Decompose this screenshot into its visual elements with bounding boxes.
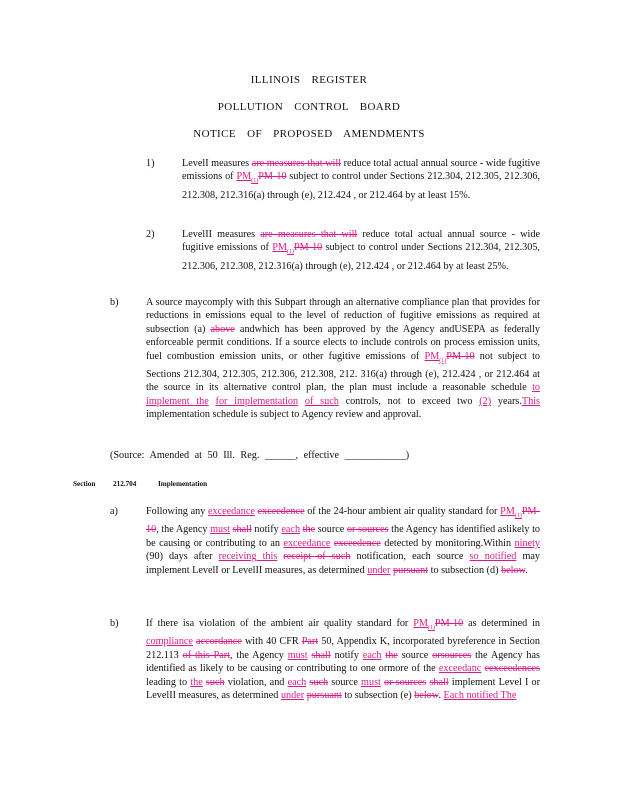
footnote-marker: (1) bbox=[427, 625, 435, 632]
inserted-text: for implementation bbox=[215, 395, 299, 407]
text-segment: source bbox=[397, 649, 433, 661]
text-segment: of the 24-hour ambient air quality standard for bbox=[304, 506, 501, 517]
struck-text: the bbox=[302, 524, 316, 536]
struck-text: PM-10 bbox=[434, 618, 464, 629]
text-segment: (90) days after bbox=[146, 551, 219, 563]
struck-text: shall bbox=[429, 676, 449, 688]
text-segment: to subsection (d) bbox=[428, 564, 502, 576]
text-segment: subject to control under Sections 212.304, 212.305, 212.306, 212.308, 212.316(a) through (e), 212.424 , or 212.464 by at least 25%. bbox=[182, 242, 540, 272]
notice-title: NOTICE OF PROPOSED AMENDMENTS bbox=[193, 128, 425, 140]
subsection-b-label: b) bbox=[110, 297, 119, 308]
para-a-label: a) bbox=[110, 506, 118, 517]
inserted-text: must bbox=[287, 649, 308, 661]
text-segment: detected by monitoring.Within bbox=[380, 537, 515, 549]
text-segment: . bbox=[525, 564, 528, 576]
inserted-text: PM bbox=[500, 506, 515, 517]
text-segment bbox=[298, 396, 305, 407]
struck-text: exceedence bbox=[333, 537, 381, 549]
text-segment: LevelII measures bbox=[182, 229, 261, 240]
struck-text: receipt of such bbox=[283, 551, 351, 563]
inserted-text: under bbox=[280, 690, 305, 702]
inserted-text: to implement the bbox=[146, 382, 540, 407]
inserted-text: PM bbox=[236, 171, 252, 183]
inserted-text: so notified bbox=[469, 551, 517, 563]
text-segment: LevelI measures bbox=[182, 158, 252, 169]
source-note: (Source: Amended at 50 Ill. Reg. ______, effective ____________) bbox=[110, 450, 410, 461]
text-segment: may implement LevelI or LevelII measures, as determined bbox=[146, 551, 541, 576]
inserted-text: Each notified The bbox=[443, 690, 517, 702]
struck-text: orsources bbox=[432, 649, 472, 661]
struck-text: PM-10 bbox=[293, 242, 323, 254]
text-segment: implement Level I or LevelII measures, as determined bbox=[146, 676, 541, 702]
text-segment: subject to control under Sections 212.304, 212.305, 212.306, 212.308, 212.316(a) through (e), 212.424 , or 212.464 by at least 15%. bbox=[182, 171, 540, 201]
struck-text: PM-10 bbox=[258, 171, 287, 183]
footnote-marker: (1) bbox=[439, 357, 447, 364]
text-segment: years. bbox=[491, 395, 522, 407]
struck-text: above bbox=[210, 323, 235, 335]
inserted-text: each bbox=[281, 524, 301, 536]
struck-text: pursuant bbox=[392, 564, 429, 576]
footnote-marker: (1) bbox=[251, 178, 259, 185]
struck-text: Part bbox=[301, 636, 319, 648]
inserted-text: must bbox=[210, 524, 230, 536]
text-segment: A source maycomply with this Subpart through an alternative compliance plan that provides for reductions in emissions equal to the level of reduction of fugitive emissions as required at subsection (a) bbox=[146, 297, 540, 335]
text-segment: andwhich has been approved by the Agency andUSEPA as federally enforceable permit conditions. If a source elects to include controls on process emission units, fuel combustion emission units, or other fugitive emissions of bbox=[146, 323, 540, 362]
struck-text: accordance bbox=[196, 636, 242, 648]
text-segment: notify bbox=[251, 524, 282, 536]
inserted-text: ninety bbox=[514, 537, 541, 549]
struck-text: exceedence bbox=[257, 506, 305, 517]
inserted-text: PM bbox=[272, 242, 287, 254]
text-segment bbox=[209, 396, 216, 407]
text-segment: controls, not to exceed two bbox=[338, 395, 480, 407]
text-segment: to subsection (e) bbox=[341, 690, 415, 702]
inserted-text: the bbox=[190, 676, 203, 688]
item-2-label: 2) bbox=[146, 229, 155, 240]
struck-text: pursuant bbox=[306, 690, 342, 702]
struck-text: PM-10 bbox=[146, 506, 540, 536]
struck-text: or sources bbox=[384, 676, 427, 688]
register-title: ILLINOIS REGISTER bbox=[250, 74, 368, 86]
text-segment: leading to bbox=[146, 676, 191, 688]
inserted-text: of such bbox=[304, 395, 339, 407]
text-segment: as determined in bbox=[463, 618, 541, 629]
text-segment: notify bbox=[330, 649, 363, 661]
inserted-text: (2) bbox=[479, 395, 492, 407]
section-label: Section bbox=[73, 480, 96, 488]
text-segment: the Agency has identified as likely to be causing or contributing to one ormore of the bbox=[146, 649, 540, 675]
inserted-text: PM bbox=[413, 618, 428, 629]
item-1-text bbox=[182, 157, 540, 202]
struck-text: are measures that will bbox=[260, 229, 358, 240]
inserted-text: must bbox=[361, 676, 381, 688]
subsection-b-text bbox=[146, 296, 540, 422]
inserted-text: receiving this bbox=[218, 551, 278, 563]
struck-text: such bbox=[309, 676, 329, 688]
item-1-label: 1) bbox=[146, 158, 155, 169]
text-segment: violation, and bbox=[224, 676, 288, 688]
struck-text: below bbox=[501, 564, 526, 576]
struck-text: eexceedences bbox=[484, 663, 540, 675]
section-number: 212.704 bbox=[113, 480, 137, 488]
text-segment: Following any bbox=[146, 506, 208, 517]
item-2-text bbox=[182, 228, 540, 273]
struck-text: shall bbox=[311, 649, 331, 661]
struck-text: below bbox=[414, 690, 439, 702]
struck-text: the bbox=[385, 649, 398, 661]
text-segment: source bbox=[328, 676, 362, 688]
inserted-text: exceedance bbox=[207, 506, 255, 517]
text-segment: implementation schedule is subject to Agency review and approval. bbox=[146, 409, 422, 421]
struck-text: of this Part bbox=[182, 649, 230, 661]
inserted-text: each bbox=[287, 676, 307, 688]
inserted-text: This bbox=[521, 395, 541, 407]
struck-text: such bbox=[205, 676, 225, 688]
footnote-marker: (1) bbox=[286, 249, 294, 256]
text-segment: , the Agency bbox=[156, 524, 211, 536]
struck-text: shall bbox=[232, 524, 252, 536]
inserted-text: compliance bbox=[146, 636, 193, 648]
text-segment: 50, Appendix K, incorporated byreference in Section 212.113 bbox=[146, 636, 540, 661]
text-segment: If there isa violation of the ambient air quality standard for bbox=[146, 618, 414, 629]
para-a-text bbox=[146, 505, 540, 577]
struck-text: are measures that will bbox=[251, 158, 341, 169]
inserted-text: under bbox=[367, 564, 391, 576]
para-b-text bbox=[146, 617, 540, 702]
text-segment: the Agency has identified aslikely to be causing or contributing to an bbox=[146, 524, 541, 549]
para-b-label: b) bbox=[110, 618, 119, 629]
inserted-text: each bbox=[362, 649, 382, 661]
struck-text: PM-10 bbox=[446, 350, 475, 362]
text-segment: source bbox=[315, 524, 347, 536]
text-segment: , the Agency bbox=[229, 649, 288, 661]
text-segment: not subject to Sections 212.304, 212.305, 212.306, 212.308, 212. 316(a) through (e), 212.424 , or 212.464 at the source in its alternative control plan, the plan must include a reasonable schedule bbox=[146, 350, 540, 394]
board-title: POLLUTION CONTROL BOARD bbox=[217, 101, 401, 113]
footnote-marker: (1) bbox=[514, 513, 522, 520]
text-segment: with 40 CFR bbox=[241, 636, 302, 648]
text-segment: reduce total actual annual source - wide fugitive emissions of bbox=[182, 229, 540, 254]
text-segment: notification, each source bbox=[350, 551, 470, 563]
section-title: Implementation bbox=[158, 480, 208, 488]
text-segment: reduce total actual annual source - wide fugitive emissions of bbox=[182, 158, 540, 183]
inserted-text: PM bbox=[424, 350, 440, 362]
struck-text: or sources bbox=[346, 524, 389, 536]
text-segment: . bbox=[438, 690, 444, 702]
inserted-text: exceedance bbox=[283, 537, 331, 549]
inserted-text: exceedanc bbox=[438, 663, 482, 675]
